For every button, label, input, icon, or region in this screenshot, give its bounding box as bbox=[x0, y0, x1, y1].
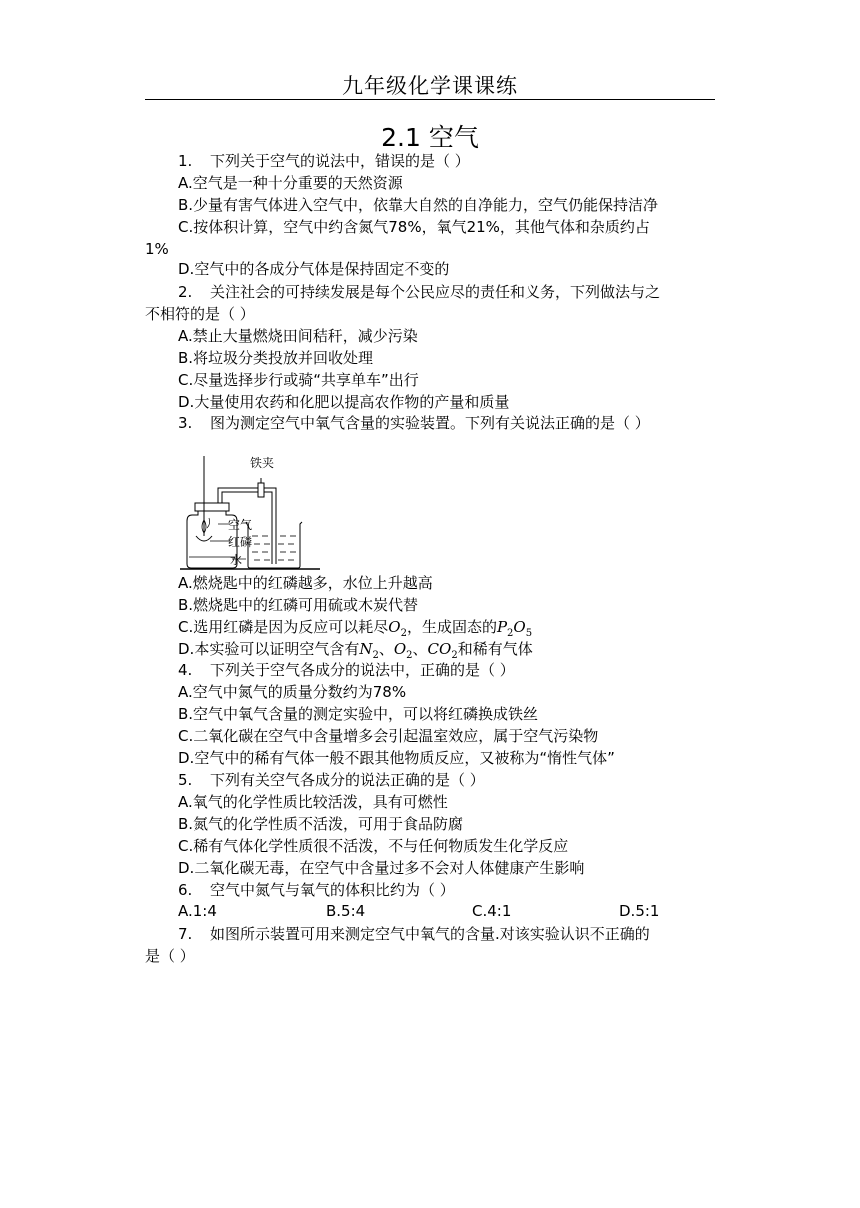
question-1-option-d: D.空气中的各成分气体是保持固定不变的 bbox=[178, 260, 450, 278]
question-6-option-d: D.5:1 bbox=[619, 902, 660, 920]
question-6-option-a: A.1:4 bbox=[178, 902, 217, 920]
question-6-option-c: C.4:1 bbox=[472, 902, 512, 920]
clamp-label: 铁夹 bbox=[250, 456, 275, 470]
spoon-cup-shape bbox=[196, 536, 212, 541]
water-pattern bbox=[252, 536, 296, 560]
question-number: 2. bbox=[178, 283, 193, 301]
phosphorus-label: 红磷 bbox=[228, 535, 253, 549]
question-3-option-d: D.本实验可以证明空气含有$N_2$、$O_2$、$CO_2$和稀有气体 bbox=[178, 640, 533, 661]
question-2-stem: 2. 关注社会的可持续发展是每个公民应尽的责任和义务，下列做法与之 bbox=[178, 283, 661, 301]
question-4-option-c: C.二氧化碳在空气中含量增多会引起温室效应，属于空气污染物 bbox=[178, 727, 599, 745]
question-5-stem: 5. 下列有关空气各成分的说法正确的是（ ） bbox=[178, 771, 485, 789]
question-3-option-a: A.燃烧匙中的红磷越多，水位上升越高 bbox=[178, 574, 433, 592]
question-number: 4. bbox=[178, 661, 193, 679]
carbon-dioxide-formula: $CO_2$ bbox=[427, 640, 458, 661]
question-4-option-b: B.空气中氧气含量的测定实验中，可以将红磷换成铁丝 bbox=[178, 705, 539, 723]
question-2-option-d: D.大量使用农药和化肥以提高农作物的产量和质量 bbox=[178, 393, 510, 411]
page-title: 2.1 空气 bbox=[381, 123, 479, 152]
question-3-option-c: C.选用红磷是因为反应可以耗尽$O_2$，生成固态的$P_2O_5$ bbox=[178, 618, 533, 639]
water-label: 水 bbox=[230, 553, 243, 567]
question-5-option-d: D.二氧化碳无毒，在空气中含量过多不会对人体健康产生影响 bbox=[178, 859, 585, 877]
question-1-option-c: C.按体积计算，空气中约含氮气78%，氧气21%，其他气体和杂质约占 bbox=[178, 218, 650, 236]
question-number: 7. bbox=[178, 925, 193, 943]
beaker-shape bbox=[246, 522, 302, 568]
header-title: 九年级化学课课练 bbox=[342, 74, 518, 98]
question-7-stem-continued: 是（ ） bbox=[145, 947, 195, 965]
question-2-stem-continued: 不相符的是（ ） bbox=[145, 305, 255, 323]
question-5-option-b: B.氮气的化学性质不活泼，可用于食品防腐 bbox=[178, 815, 464, 833]
question-5-option-c: C.稀有气体化学性质很不活泼，不与任何物质发生化学反应 bbox=[178, 837, 569, 855]
question-2-option-b: B.将垃圾分类投放并回收处理 bbox=[178, 349, 374, 367]
stopper-shape bbox=[195, 503, 229, 511]
question-4-option-a: A.空气中氮气的质量分数约为78% bbox=[178, 683, 407, 701]
header-divider bbox=[145, 99, 715, 100]
question-7-stem: 7. 如图所示装置可用来测定空气中氧气的含量.对该实验认识不正确的 bbox=[178, 925, 650, 943]
phosphorus-pentoxide-formula: $P_2O_5$ bbox=[496, 618, 533, 639]
question-number: 1. bbox=[178, 152, 193, 170]
air-label: 空气 bbox=[228, 518, 253, 532]
question-3-stem: 3. 图为测定空气中氧气含量的实验装置。下列有关说法正确的是（ ） bbox=[178, 414, 650, 432]
question-1-option-b: B.少量有害气体进入空气中，依靠大自然的自净能力，空气仍能保持洁净 bbox=[178, 196, 659, 214]
question-2-option-c: C.尽量选择步行或骑“共享单车”出行 bbox=[178, 371, 419, 389]
oxygen-measurement-apparatus-figure bbox=[180, 448, 320, 574]
question-4-option-d: D.空气中的稀有气体一般不跟其他物质反应，又被称为“惰性气体” bbox=[178, 749, 615, 767]
question-number: 5. bbox=[178, 771, 193, 789]
question-number: 3. bbox=[178, 414, 193, 432]
question-6-option-b: B.5:4 bbox=[326, 902, 366, 920]
oxygen-formula-2: $O_2$ bbox=[393, 640, 413, 661]
question-number: 6. bbox=[178, 881, 193, 899]
clamp-shape bbox=[258, 483, 264, 497]
question-2-option-a: A.禁止大量燃烧田间秸秆，减少污染 bbox=[178, 327, 418, 345]
nitrogen-formula: $N_2$ bbox=[359, 640, 379, 661]
question-1-option-a: A.空气是一种十分重要的天然资源 bbox=[178, 174, 403, 192]
question-6-stem: 6. 空气中氮气与氧气的体积比约为（ ） bbox=[178, 881, 455, 899]
question-1-option-c-continued: 1% bbox=[145, 240, 169, 258]
oxygen-formula: $O_2$ bbox=[388, 618, 407, 639]
flame-wisp-shape bbox=[207, 518, 210, 528]
question-1-stem: 1. 下列关于空气的说法中，错误的是（ ） bbox=[178, 152, 470, 170]
question-5-option-a: A.氧气的化学性质比较活泼，具有可燃性 bbox=[178, 793, 448, 811]
question-4-stem: 4. 下列关于空气各成分的说法中，正确的是（ ） bbox=[178, 661, 515, 679]
question-3-option-b: B.燃烧匙中的红磷可用硫或木炭代替 bbox=[178, 596, 419, 614]
